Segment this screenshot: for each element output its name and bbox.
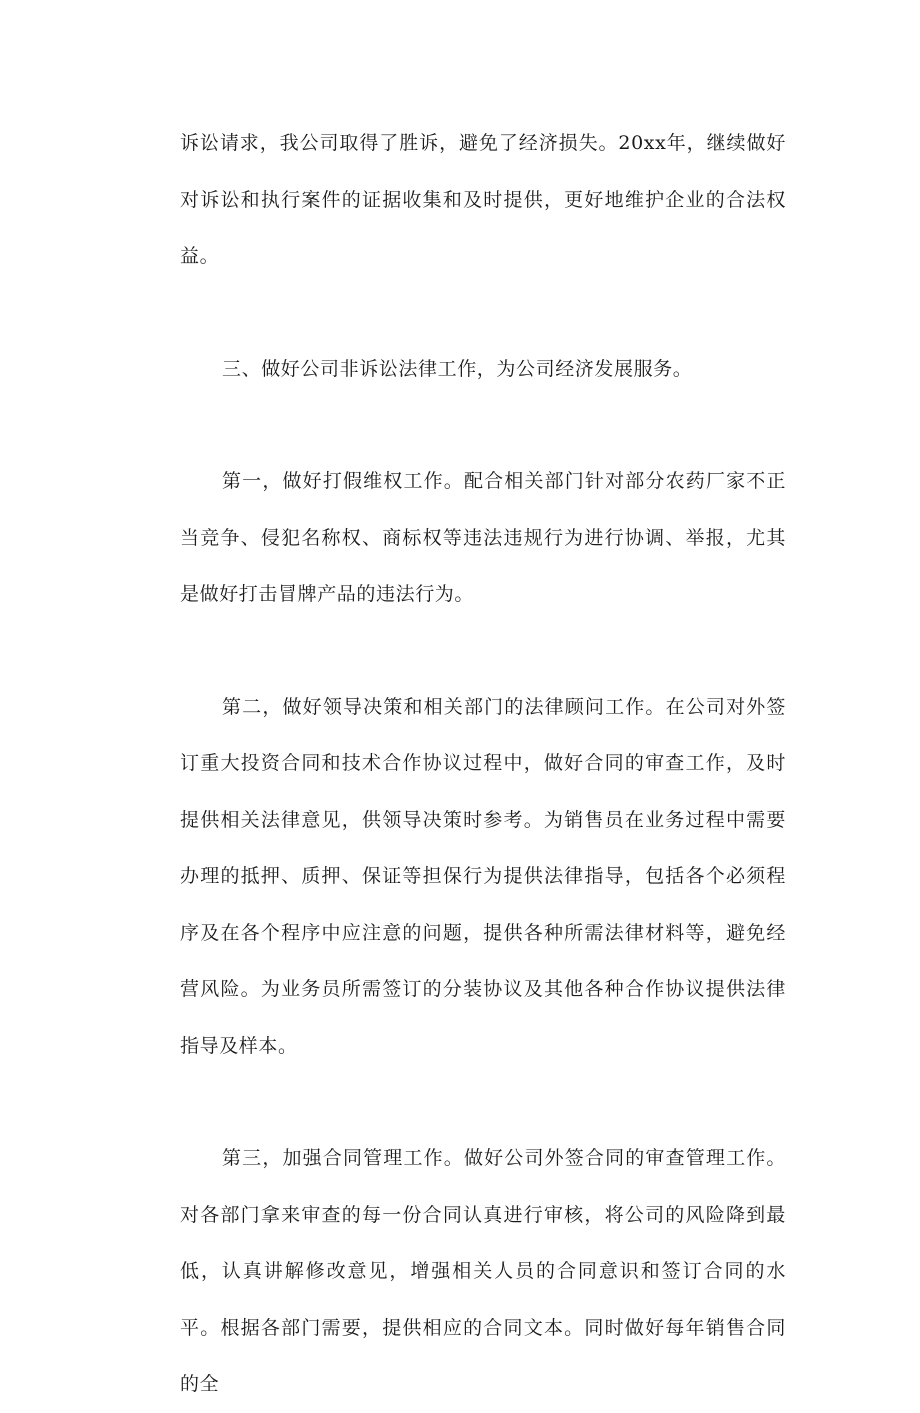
paragraph-third-contract-management: 第三，加强合同管理工作。做好公司外签合同的审查管理工作。对各部门拿来审查的每一份合同认真进行审核，将公司的风险降到最低，认真讲解修改意见，增强相关人员的合同意识和签订合同的水平。根据各部门需要，提供相应的合同文本。同时做好每年销售合同的全 <box>180 1147 786 1395</box>
paragraph-section-three-heading: 三、做好公司非诉讼法律工作，为公司经济发展服务。 <box>222 357 693 380</box>
document-body <box>180 115 786 1413</box>
paragraph-second-legal-advisor: 第二，做好领导决策和相关部门的法律顾问工作。在公司对外签订重大投资合同和技术合作协议过程中，做好合同的审查工作，及时提供相关法律意见，供领导决策时参考。为销售员在业务过程中需要办理的抵押、质押、保证等担保行为提供法律指导，包括各个必须程序及在各个程序中应注意的问题，提供各种所需法律材料等，避免经营风险。为业务员所需签订的分装协议及其他各种合作协议提供法律指导及样本。 <box>180 695 786 1057</box>
paragraph-lawsuit-result: 诉讼请求，我公司取得了胜诉，避免了经济损失。20xx年，继续做好对诉讼和执行案件的证据收集和及时提供，更好地维护企业的合法权益。 <box>180 132 786 267</box>
paragraph-first-anti-counterfeit: 第一，做好打假维权工作。配合相关部门针对部分农药厂家不正当竞争、侵犯名称权、商标权等违法违规行为进行协调、举报，尤其是做好打击冒牌产品的违法行为。 <box>180 470 786 605</box>
